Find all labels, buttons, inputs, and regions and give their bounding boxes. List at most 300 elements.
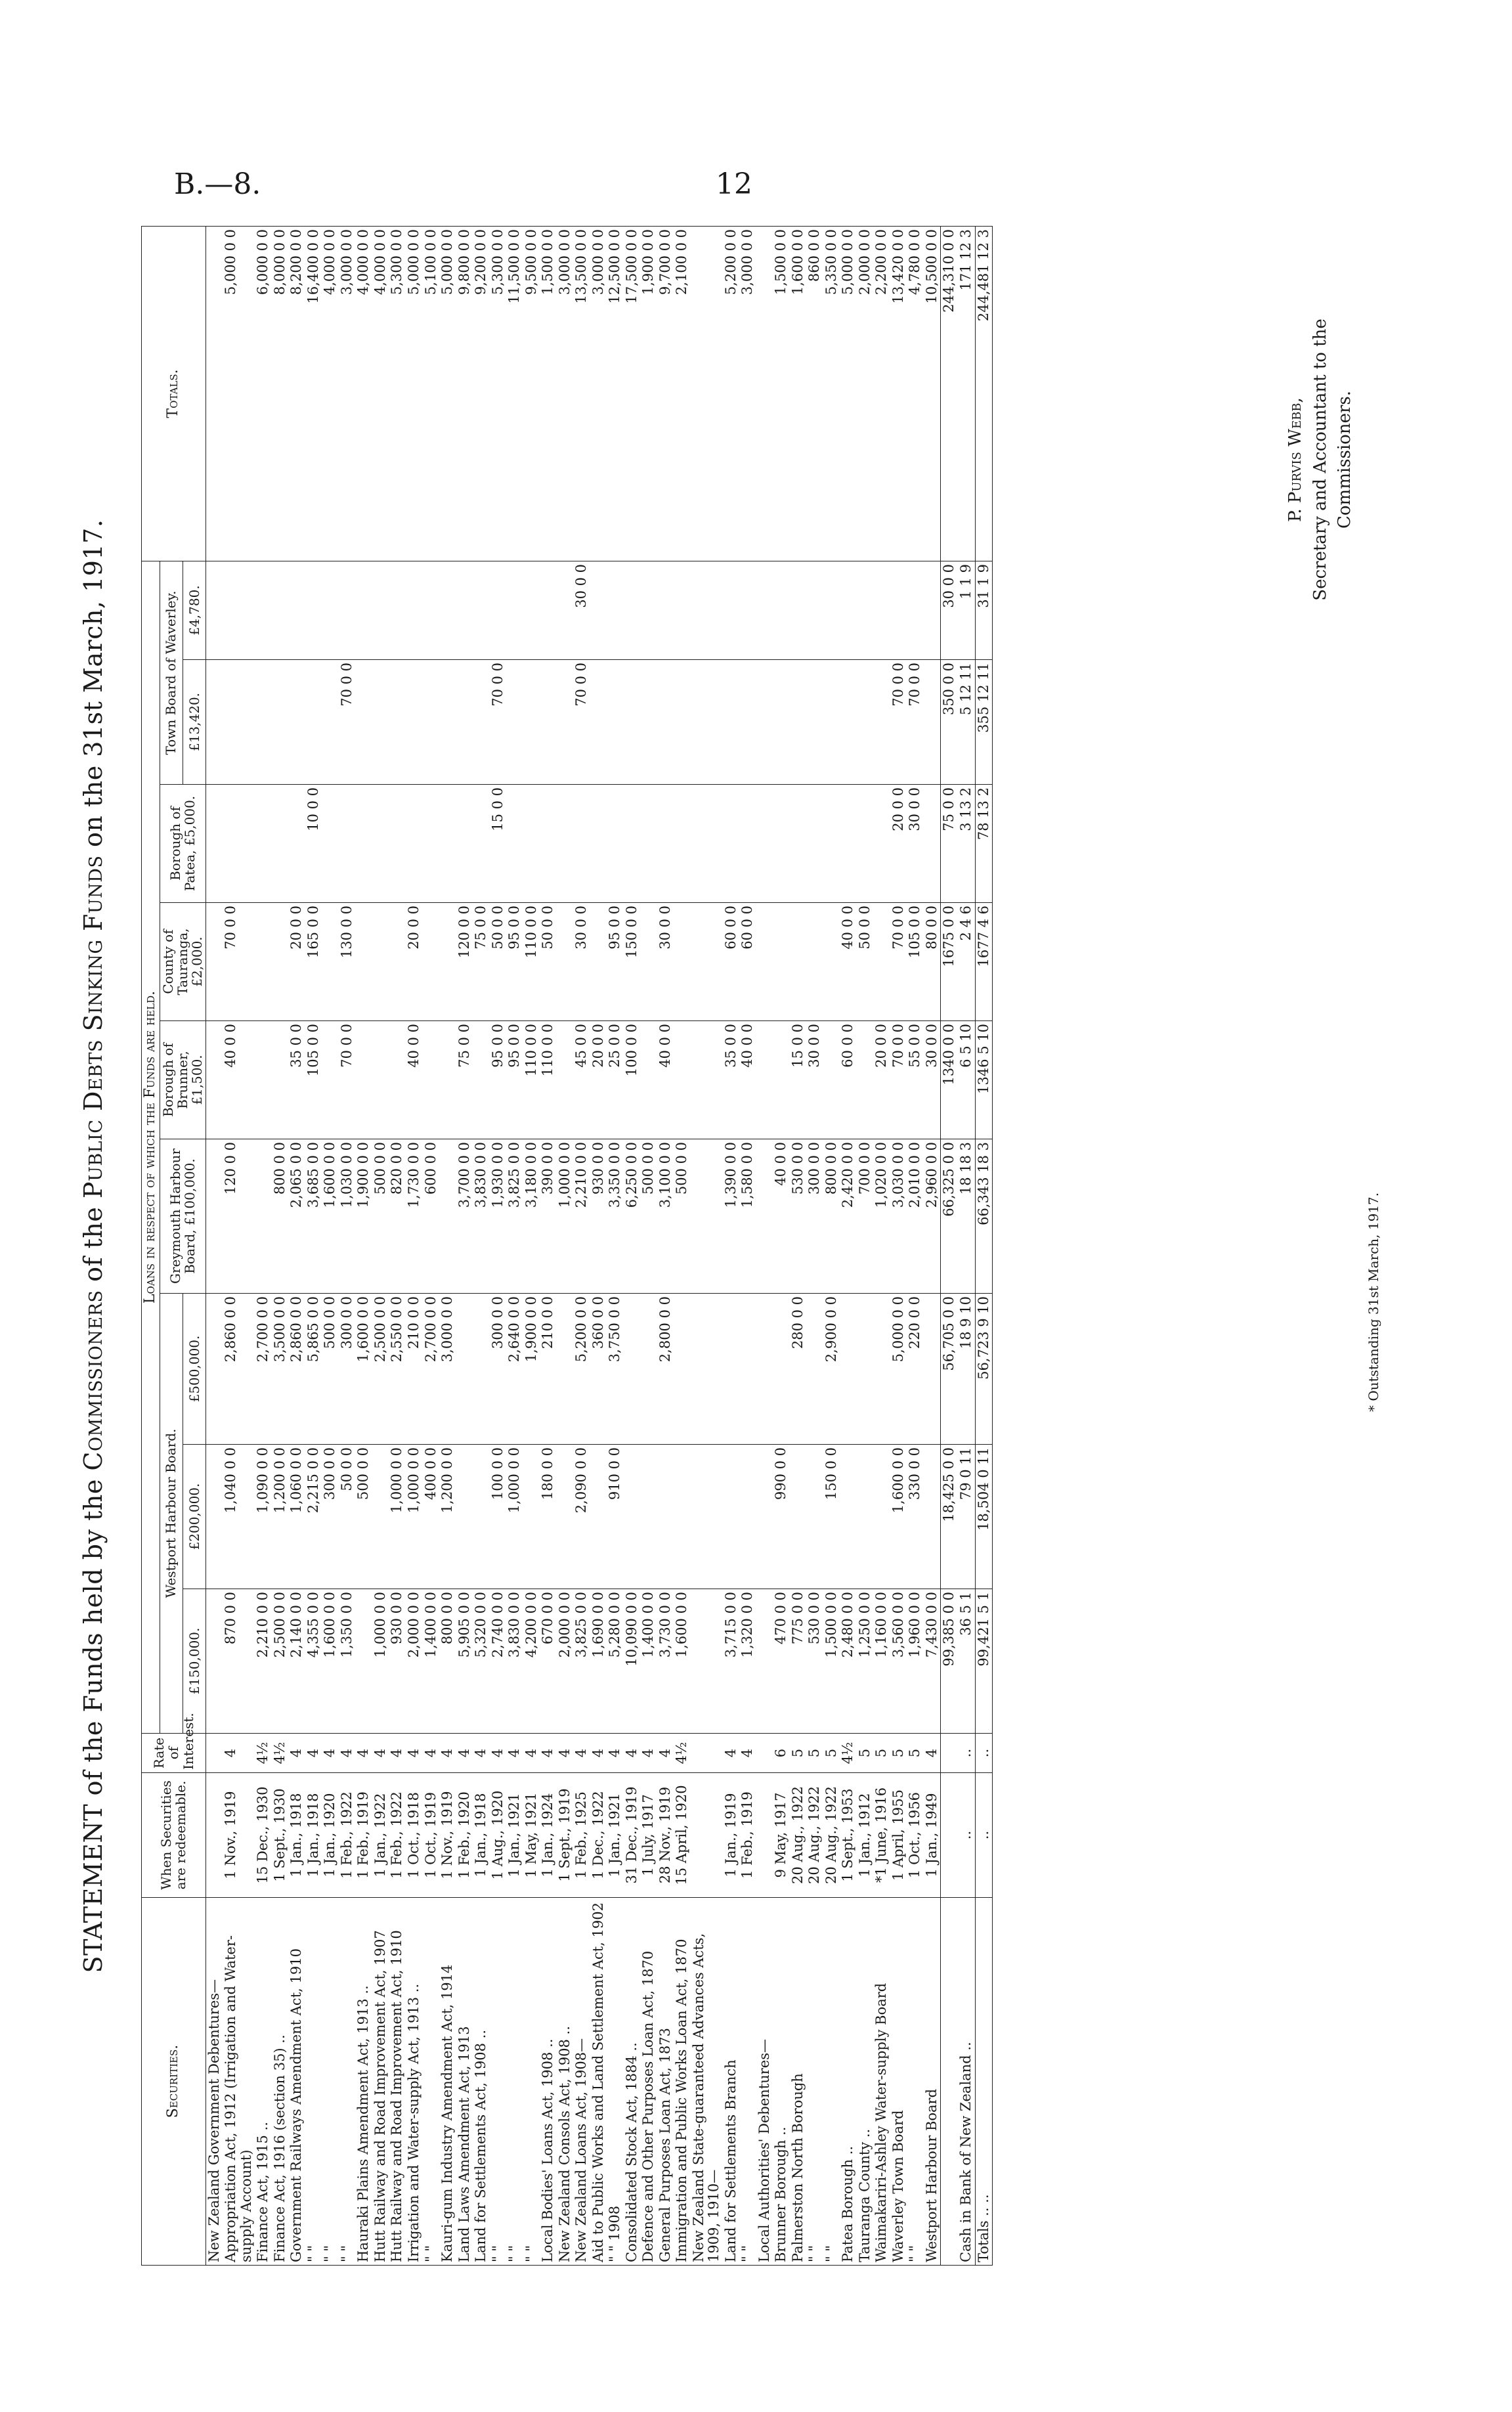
cell-total: 8,000 0 0: [272, 226, 289, 561]
cell-westport-500000: 210 0 0: [406, 1294, 423, 1445]
cell-tauranga: 1675 0 0: [941, 903, 958, 1021]
cell-brunner: [272, 1021, 289, 1139]
cell-redeemable: 1 Feb., 1922: [389, 1773, 406, 1898]
cell-waverley-13420: [640, 660, 657, 785]
cell-westport-150000: 1,000 0 0: [372, 1589, 389, 1734]
cell-securities: Tauranga County ..: [857, 1898, 874, 2266]
cell-tauranga: [873, 903, 890, 1021]
table-row: [305, 226, 322, 2265]
cell-greymouth: 500 0 0: [674, 1139, 691, 1294]
cell-rate: 4: [557, 1734, 574, 1773]
cell-westport-150000: 1,500 0 0: [823, 1589, 840, 1734]
cell-westport-200000: [640, 1445, 657, 1589]
cell-westport-200000: 910 0 0: [607, 1445, 624, 1589]
cell-total: 4,000 0 0: [372, 226, 389, 561]
cell-greymouth: 3,100 0 0: [657, 1139, 674, 1294]
cell-rate: 5: [823, 1734, 840, 1773]
cell-greymouth: 820 0 0: [389, 1139, 406, 1294]
empty-cell: [205, 1589, 223, 1734]
cell-patea: [540, 785, 557, 903]
col-loans-group: Loans in respect of which the Funds are held.: [142, 561, 160, 1733]
statement-landscape: [79, 227, 1418, 2266]
cell-westport-500000: 18 9 10: [958, 1294, 975, 1445]
document-reference: B.—8.: [174, 167, 261, 201]
cell-redeemable: 1 April, 1955: [890, 1773, 907, 1898]
cell-tauranga: 30 0 0: [573, 903, 590, 1021]
cell-westport-500000: 1,900 0 0: [523, 1294, 540, 1445]
cell-westport-200000: [657, 1445, 674, 1589]
cell-rate: 5: [790, 1734, 807, 1773]
cell-waverley-13420: [557, 660, 574, 785]
cell-greymouth: [691, 1139, 723, 1294]
cell-greymouth: 2,210 0 0: [573, 1139, 590, 1294]
cell-rate: 4: [322, 1734, 339, 1773]
cell-total: 3,000 0 0: [557, 226, 574, 561]
empty-cell: [756, 903, 773, 1021]
cell-rate: 4: [406, 1734, 423, 1773]
cell-waverley-4780: 30 0 0: [941, 561, 958, 659]
cell-rate: ..: [975, 1734, 993, 1773]
cell-securities: Irrigation and Water-supply Act, 1913 ..: [406, 1898, 423, 2266]
cell-westport-500000: 300 0 0: [490, 1294, 507, 1445]
cell-redeemable: 1 Nov., 1919: [439, 1773, 456, 1898]
cell-greymouth: 2,065 0 0: [288, 1139, 305, 1294]
cell-greymouth: 800 0 0: [823, 1139, 840, 1294]
cell-securities: Palmerston North Borough: [790, 1898, 807, 2266]
cell-waverley-4780: 1 1 9: [958, 561, 975, 659]
footnote: * Outstanding 31st March, 1917.: [1366, 1192, 1381, 1412]
cell-westport-200000: [873, 1445, 890, 1589]
cell-patea: 3 13 2: [958, 785, 975, 903]
cell-westport-500000: 2,640 0 0: [506, 1294, 523, 1445]
cell-waverley-4780: [523, 561, 540, 659]
cell-tauranga: 1677 4 6: [975, 903, 993, 1021]
cell-securities: Aid to Public Works and Land Settlement Act, 1902: [590, 1898, 607, 2266]
cell-brunner: 15 0 0: [790, 1021, 807, 1139]
cell-westport-500000: 1,600 0 0: [355, 1294, 372, 1445]
cell-westport-500000: 280 0 0: [790, 1294, 807, 1445]
cell-greymouth: 3,825 0 0: [506, 1139, 523, 1294]
cell-westport-200000: 1,200 0 0: [439, 1445, 456, 1589]
cell-patea: 75 0 0: [941, 785, 958, 903]
cell-westport-150000: 1,960 0 0: [907, 1589, 924, 1734]
empty-cell: [756, 1139, 773, 1294]
cell-brunner: [857, 1021, 874, 1139]
cell-westport-150000: 10,090 0 0: [624, 1589, 641, 1734]
cell-total: 5,000 0 0: [223, 226, 255, 561]
cell-tauranga: 120 0 0: [456, 903, 473, 1021]
cell-total: 1,900 0 0: [640, 226, 657, 561]
cell-waverley-4780: [288, 561, 305, 659]
cell-tauranga: 105 0 0: [907, 903, 924, 1021]
cell-westport-200000: 1,040 0 0: [223, 1445, 255, 1589]
cell-westport-150000: 870 0 0: [223, 1589, 255, 1734]
cell-westport-200000: 500 0 0: [355, 1445, 372, 1589]
cell-westport-150000: 2,140 0 0: [288, 1589, 305, 1734]
cell-rate: 4½: [674, 1734, 691, 1773]
cell-waverley-4780: [907, 561, 924, 659]
cell-rate: [941, 1734, 958, 1773]
cell-tauranga: 40 0 0: [840, 903, 857, 1021]
cell-waverley-13420: [255, 660, 272, 785]
cell-patea: [473, 785, 490, 903]
empty-cell: [756, 561, 773, 659]
cell-redeemable: ..: [958, 1773, 975, 1898]
cell-securities: New Zealand Consols Act, 1908 ..: [557, 1898, 574, 2266]
cell-total: 11,500 0 0: [506, 226, 523, 561]
cell-westport-200000: [857, 1445, 874, 1589]
cell-westport-150000: 99,385 0 0: [941, 1589, 958, 1734]
cell-redeemable: 1 July, 1917: [640, 1773, 657, 1898]
cell-westport-200000: 150 0 0: [823, 1445, 840, 1589]
cell-westport-200000: 400 0 0: [423, 1445, 440, 1589]
col-westport: Westport Harbour Board.: [160, 1294, 183, 1734]
cell-rate: 4: [423, 1734, 440, 1773]
cell-westport-200000: 1,000 0 0: [506, 1445, 523, 1589]
cell-patea: [806, 785, 823, 903]
cell-brunner: 40 0 0: [739, 1021, 756, 1139]
page-number: 12: [716, 167, 752, 201]
cell-securities: " ": [339, 1898, 356, 2266]
cell-westport-500000: [806, 1294, 823, 1445]
cell-tauranga: [806, 903, 823, 1021]
cell-waverley-4780: [439, 561, 456, 659]
cell-westport-500000: 2,800 0 0: [657, 1294, 674, 1445]
cell-brunner: 20 0 0: [873, 1021, 890, 1139]
empty-cell: [205, 785, 223, 903]
cell-waverley-4780: [355, 561, 372, 659]
cell-securities: Local Bodies' Loans Act, 1908 ..: [540, 1898, 557, 2266]
cell-westport-200000: [840, 1445, 857, 1589]
cell-westport-500000: 300 0 0: [339, 1294, 356, 1445]
table-row: [806, 226, 823, 2265]
cell-redeemable: 1 Oct., 1919: [423, 1773, 440, 1898]
cell-greymouth: 66,325 0 0: [941, 1139, 958, 1294]
table-row: [490, 226, 507, 2265]
cell-total: 5,100 0 0: [423, 226, 440, 561]
cell-redeemable: 1 Jan., 1922: [372, 1773, 389, 1898]
cell-securities: " ": [806, 1898, 823, 2266]
cell-greymouth: 500 0 0: [372, 1139, 389, 1294]
cell-rate: 4: [439, 1734, 456, 1773]
cell-securities: " ": [423, 1898, 440, 2266]
cell-patea: [607, 785, 624, 903]
cell-westport-150000: 800 0 0: [439, 1589, 456, 1734]
cell-patea: [773, 785, 790, 903]
table-row: [288, 226, 305, 2265]
cell-redeemable: 1 Jan., 1912: [857, 1773, 874, 1898]
cell-rate: 4: [723, 1734, 740, 1773]
cell-redeemable: 28 Nov., 1919: [657, 1773, 674, 1898]
cell-westport-500000: 56,705 0 0: [941, 1294, 958, 1445]
cell-waverley-4780: [857, 561, 874, 659]
cell-waverley-4780: [423, 561, 440, 659]
cell-westport-200000: 18,504 0 11: [975, 1445, 993, 1589]
cell-securities: Land Laws Amendment Act, 1913: [456, 1898, 473, 2266]
cell-westport-150000: [691, 1589, 723, 1734]
cell-westport-150000: [355, 1589, 372, 1734]
cell-total: 8,200 0 0: [288, 226, 305, 561]
cell-redeemable: 20 Aug., 1922: [806, 1773, 823, 1898]
cell-securities: Land for Settlements Act, 1908 ..: [473, 1898, 490, 2266]
cell-waverley-13420: [439, 660, 456, 785]
cell-securities: Government Railways Amendment Act, 1910: [288, 1898, 305, 2266]
cell-rate: 5: [857, 1734, 874, 1773]
empty-cell: [205, 660, 223, 785]
cell-total: 4,000 0 0: [322, 226, 339, 561]
cell-westport-500000: [624, 1294, 641, 1445]
cell-tauranga: 80 0 0: [924, 903, 941, 1021]
cell-tauranga: 2 4 6: [958, 903, 975, 1021]
cell-rate: 4: [540, 1734, 557, 1773]
cell-westport-500000: 3,000 0 0: [439, 1294, 456, 1445]
cell-securities: " ": [305, 1898, 322, 2266]
cell-waverley-13420: [473, 660, 490, 785]
col-westport-500000: £500,000.: [183, 1294, 205, 1445]
cell-total: 10,500 0 0: [924, 226, 941, 561]
cell-westport-150000: 1,600 0 0: [322, 1589, 339, 1734]
cell-brunner: [423, 1021, 440, 1139]
cell-waverley-13420: [272, 660, 289, 785]
cell-westport-500000: 56,723 9 10: [975, 1294, 993, 1445]
cell-waverley-13420: [506, 660, 523, 785]
cell-rate: [691, 1734, 723, 1773]
cell-brunner: [255, 1021, 272, 1139]
table-row: [607, 226, 624, 2265]
cell-waverley-4780: [624, 561, 641, 659]
cell-brunner: 25 0 0: [607, 1021, 624, 1139]
cell-westport-500000: [691, 1294, 723, 1445]
cell-redeemable: 15 Dec., 1930: [255, 1773, 272, 1898]
cell-redeemable: 1 Jan., 1918: [305, 1773, 322, 1898]
table-row: [339, 226, 356, 2265]
cell-total: 6,000 0 0: [255, 226, 272, 561]
cell-westport-200000: [473, 1445, 490, 1589]
cell-westport-150000: 775 0 0: [790, 1589, 807, 1734]
table-row: [506, 226, 523, 2265]
cell-westport-500000: 2,860 0 0: [288, 1294, 305, 1445]
cell-waverley-4780: [873, 561, 890, 659]
cell-redeemable: 20 Aug., 1922: [790, 1773, 807, 1898]
cell-brunner: [773, 1021, 790, 1139]
cell-greymouth: 40 0 0: [773, 1139, 790, 1294]
cell-waverley-4780: [823, 561, 840, 659]
cell-brunner: [389, 1021, 406, 1139]
cell-total: 2,000 0 0: [857, 226, 874, 561]
cell-waverley-13420: [288, 660, 305, 785]
cell-patea: 15 0 0: [490, 785, 507, 903]
cell-waverley-13420: 5 12 11: [958, 660, 975, 785]
cell-westport-150000: 1,350 0 0: [339, 1589, 356, 1734]
cell-rate: 4: [223, 1734, 255, 1773]
cell-total: 5,000 0 0: [439, 226, 456, 561]
cell-securities: Hutt Railway and Road Improvement Act, 1910: [389, 1898, 406, 2266]
empty-cell: [205, 226, 223, 561]
cell-greymouth: 3,830 0 0: [473, 1139, 490, 1294]
cell-brunner: [473, 1021, 490, 1139]
cell-waverley-4780: [406, 561, 423, 659]
cell-westport-200000: [924, 1445, 941, 1589]
empty-cell: [756, 1021, 773, 1139]
cell-westport-150000: 1,160 0 0: [873, 1589, 890, 1734]
cell-waverley-13420: [355, 660, 372, 785]
table-row: [523, 226, 540, 2265]
cell-westport-500000: 5,865 0 0: [305, 1294, 322, 1445]
cell-waverley-4780: [640, 561, 657, 659]
cell-greymouth: [439, 1139, 456, 1294]
cell-greymouth: 18 18 3: [958, 1139, 975, 1294]
cell-total: 2,200 0 0: [873, 226, 890, 561]
empty-cell: [205, 903, 223, 1021]
col-tauranga: County of Tauranga, £2,000.: [160, 903, 205, 1021]
statement-title: STATEMENT of the Funds held by the Commissioners of the Public Debts Sinking Funds on the 31st March, 1917.: [79, 519, 108, 1973]
cell-greymouth: 3,180 0 0: [523, 1139, 540, 1294]
cell-westport-150000: 2,000 0 0: [557, 1589, 574, 1734]
cell-westport-500000: 2,700 0 0: [423, 1294, 440, 1445]
cell-waverley-4780: [840, 561, 857, 659]
cell-westport-150000: 4,355 0 0: [305, 1589, 322, 1734]
cell-westport-200000: 990 0 0: [773, 1445, 790, 1589]
cell-greymouth: 1,930 0 0: [490, 1139, 507, 1294]
cell-rate: 4: [389, 1734, 406, 1773]
cell-westport-500000: 360 0 0: [590, 1294, 607, 1445]
cell-total: [691, 226, 723, 561]
cell-tauranga: [691, 903, 723, 1021]
cell-westport-200000: [674, 1445, 691, 1589]
cell-greymouth: 2,960 0 0: [924, 1139, 941, 1294]
cell-securities: [941, 1898, 958, 2266]
cell-waverley-4780: [456, 561, 473, 659]
cell-westport-150000: 3,715 0 0: [723, 1589, 740, 1734]
cell-brunner: 55 0 0: [907, 1021, 924, 1139]
cell-westport-500000: [773, 1294, 790, 1445]
cell-total: 13,500 0 0: [573, 226, 590, 561]
cell-brunner: 35 0 0: [288, 1021, 305, 1139]
cell-patea: [640, 785, 657, 903]
cell-westport-500000: 2,700 0 0: [255, 1294, 272, 1445]
table-row: [739, 226, 756, 2265]
cell-total: 12,500 0 0: [607, 226, 624, 561]
table-row: [389, 226, 406, 2265]
cell-rate: 4: [590, 1734, 607, 1773]
cell-rate: 4: [305, 1734, 322, 1773]
cell-waverley-13420: 70 0 0: [907, 660, 924, 785]
cell-tauranga: 70 0 0: [223, 903, 255, 1021]
cell-westport-150000: 670 0 0: [540, 1589, 557, 1734]
empty-cell: [205, 1734, 223, 1773]
cell-westport-150000: 470 0 0: [773, 1589, 790, 1734]
cell-tauranga: [355, 903, 372, 1021]
cell-westport-200000: 1,090 0 0: [255, 1445, 272, 1589]
cell-brunner: [439, 1021, 456, 1139]
cell-waverley-13420: [540, 660, 557, 785]
cell-brunner: 95 0 0: [490, 1021, 507, 1139]
cell-brunner: 20 0 0: [590, 1021, 607, 1139]
table-row: [857, 226, 874, 2265]
cell-rate: 4: [607, 1734, 624, 1773]
cell-patea: [790, 785, 807, 903]
cell-tauranga: 95 0 0: [607, 903, 624, 1021]
cell-waverley-4780: [790, 561, 807, 659]
cell-waverley-13420: [806, 660, 823, 785]
cell-westport-500000: 2,860 0 0: [223, 1294, 255, 1445]
cell-tauranga: 150 0 0: [624, 903, 641, 1021]
cell-greymouth: 120 0 0: [223, 1139, 255, 1294]
cell-tauranga: 75 0 0: [473, 903, 490, 1021]
cell-westport-500000: 2,500 0 0: [372, 1294, 389, 1445]
cell-westport-200000: 1,000 0 0: [389, 1445, 406, 1589]
cell-westport-200000: 1,200 0 0: [272, 1445, 289, 1589]
cell-westport-150000: 2,500 0 0: [272, 1589, 289, 1734]
cell-total: 5,200 0 0: [723, 226, 740, 561]
cell-tauranga: 130 0 0: [339, 903, 356, 1021]
group-heading-row: [756, 226, 773, 2265]
cell-westport-150000: 1,400 0 0: [640, 1589, 657, 1734]
cell-westport-500000: [924, 1294, 941, 1445]
cell-tauranga: [557, 903, 574, 1021]
empty-cell: [205, 1773, 223, 1898]
cell-patea: [857, 785, 874, 903]
cell-westport-500000: 5,200 0 0: [573, 1294, 590, 1445]
cell-westport-200000: [624, 1445, 641, 1589]
cell-westport-200000: 2,090 0 0: [573, 1445, 590, 1589]
cell-waverley-4780: [739, 561, 756, 659]
cell-westport-500000: 220 0 0: [907, 1294, 924, 1445]
cell-rate: 5: [890, 1734, 907, 1773]
cell-securities: Cash in Bank of New Zealand ..: [958, 1898, 975, 2266]
cell-brunner: 1346 5 10: [975, 1021, 993, 1139]
cell-redeemable: 15 April, 1920: [674, 1773, 691, 1898]
cell-redeemable: 31 Dec., 1919: [624, 1773, 641, 1898]
cell-total: 4,000 0 0: [355, 226, 372, 561]
table-row: [640, 226, 657, 2265]
cell-tauranga: [590, 903, 607, 1021]
cell-redeemable: *1 June, 1916: [873, 1773, 890, 1898]
cell-westport-500000: [640, 1294, 657, 1445]
cell-redeemable: 1 Feb., 1925: [573, 1773, 590, 1898]
cell-westport-150000: 1,400 0 0: [423, 1589, 440, 1734]
cell-patea: [506, 785, 523, 903]
group-heading: Local Authorities' Debentures—: [756, 1898, 773, 2266]
cell-rate: 4: [624, 1734, 641, 1773]
cell-redeemable: 1 Sept., 1953: [840, 1773, 857, 1898]
cell-securities: " " 1908: [607, 1898, 624, 2266]
cell-waverley-13420: 70 0 0: [573, 660, 590, 785]
cell-waverley-4780: [372, 561, 389, 659]
cell-total: 13,420 0 0: [890, 226, 907, 561]
cell-securities: New Zealand State-guaranteed Advances Acts, 1909, 1910—: [691, 1898, 723, 2266]
table-row: [223, 226, 255, 2265]
cell-waverley-4780: [657, 561, 674, 659]
cell-brunner: 35 0 0: [723, 1021, 740, 1139]
cell-brunner: 70 0 0: [890, 1021, 907, 1139]
cell-patea: [456, 785, 473, 903]
cell-rate: 4½: [272, 1734, 289, 1773]
cell-waverley-13420: [790, 660, 807, 785]
cell-greymouth: 800 0 0: [272, 1139, 289, 1294]
cell-greymouth: 3,700 0 0: [456, 1139, 473, 1294]
cell-brunner: 30 0 0: [806, 1021, 823, 1139]
cell-tauranga: [322, 903, 339, 1021]
cell-brunner: 1340 0 0: [941, 1021, 958, 1139]
empty-cell: [756, 1773, 773, 1898]
cell-redeemable: 1 Jan., 1918: [288, 1773, 305, 1898]
col-westport-150000: £150,000.: [183, 1589, 205, 1734]
cell-tauranga: 60 0 0: [739, 903, 756, 1021]
table-row: [823, 226, 840, 2265]
cell-westport-200000: 1,060 0 0: [288, 1445, 305, 1589]
cell-greymouth: 600 0 0: [423, 1139, 440, 1294]
